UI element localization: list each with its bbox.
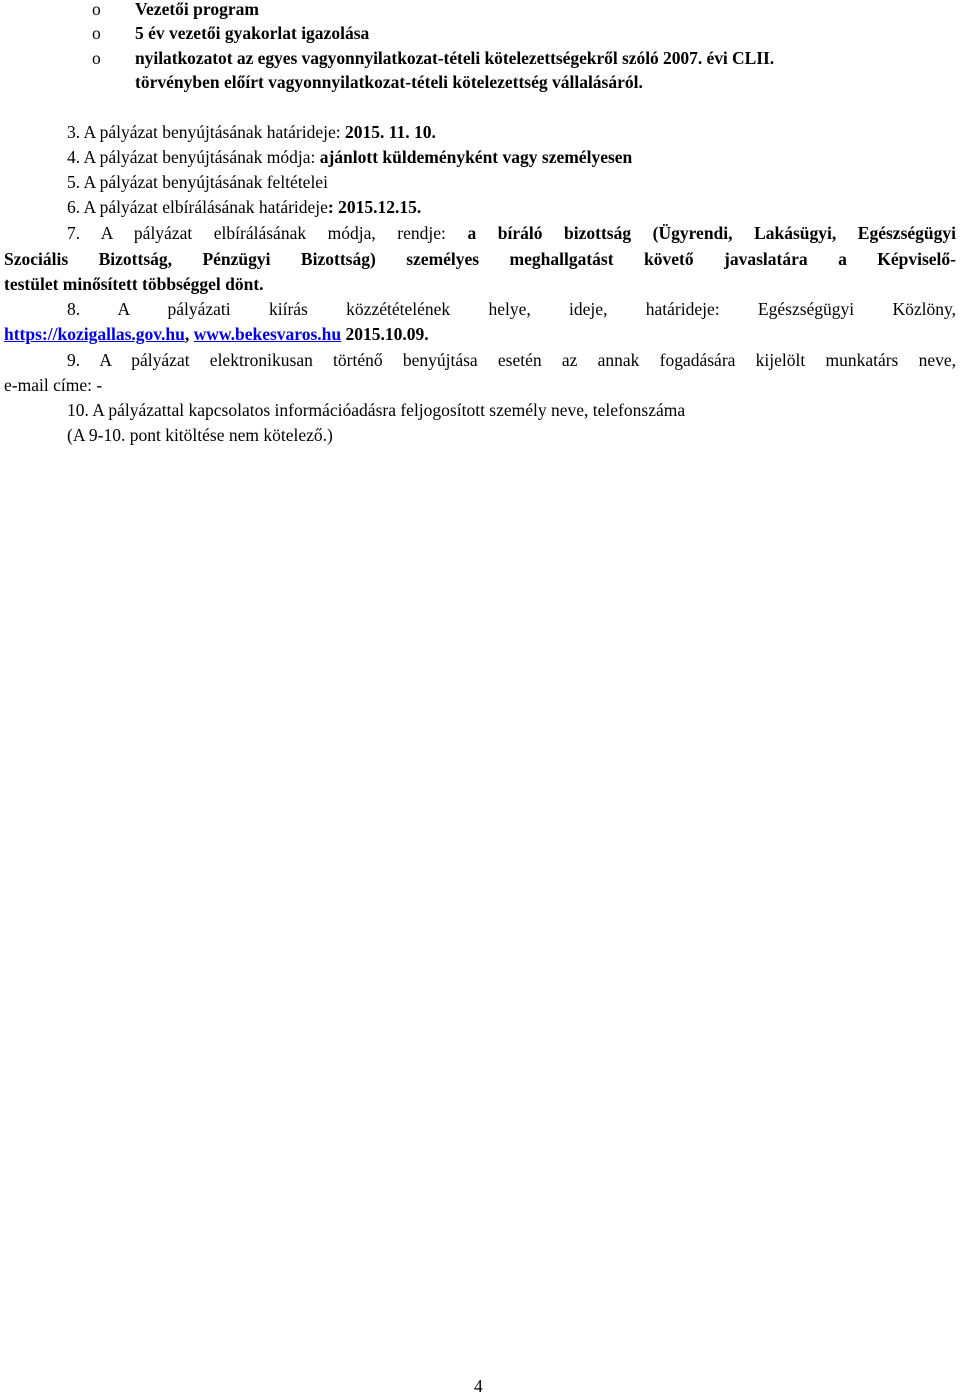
section-7-label: 7. A pályázat elbírálásának módja, rendje: [67, 223, 468, 243]
bullet-marker: o [92, 48, 101, 68]
section-6-evaluation-deadline [67, 195, 421, 219]
section-7-line-1 [67, 221, 956, 245]
section-8-date: 2015.10.09. [341, 324, 429, 344]
bekesvaros-link[interactable]: www.bekesvaros.hu [193, 324, 342, 344]
bullet-marker: o [92, 23, 101, 43]
bullet-item-vezetoi-program: Vezetői program [135, 0, 259, 19]
section-8-line-1: 8. A pályázati kiírás közzétételének helye, ideje, határideje: Egészségügyi Közlöny, [67, 299, 956, 319]
section-3-deadline [67, 120, 436, 144]
section-9-line-2: e-mail címe: - [4, 375, 103, 395]
section-8-separator: , [184, 324, 194, 344]
section-6-value: : 2015.12.15. [327, 197, 422, 217]
section-3-value: 2015. 11. 10. [344, 122, 436, 142]
section-4-value: ajánlott küldeményként vagy személyesen [319, 147, 633, 167]
bullet-marker: o [92, 0, 101, 19]
section-4-method [67, 145, 632, 169]
section-6-label: 6. A pályázat elbírálásának határideje [67, 197, 328, 217]
section-7-line-3: testület minősített többséggel dönt. [4, 274, 264, 294]
bullet-item-nyilatkozat: nyilatkozatot az egyes vagyonnyilatkozat-tételi kötelezettségekről szóló 2007. évi CLII. [135, 48, 775, 68]
section-8-line-2 [4, 322, 429, 347]
section-10-line-2: (A 9-10. pont kitöltése nem kötelező.) [67, 425, 333, 445]
bullet-item-continuation: törvényben előírt vagyonnyilatkozat-tételi kötelezettség vállalásáról. [135, 72, 643, 92]
page-number: 4 [474, 1376, 483, 1396]
section-7-line-2: Szociális Bizottság, Pénzügyi Bizottság) személyes meghallgatást követő javaslatára a Képviselő- [4, 249, 956, 269]
section-5-label: 5. A pályázat benyújtásának feltételei [67, 172, 328, 192]
section-5-conditions [67, 170, 328, 194]
section-4-label: 4. A pályázat benyújtásának módja: [67, 147, 320, 167]
section-7-value: a bíráló bizottság (Ügyrendi, Lakásügyi, Egészségügyi [467, 223, 956, 243]
section-10-line-1: 10. A pályázattal kapcsolatos információadásra feljogosított személy neve, telefonszáma [67, 400, 686, 420]
section-9-line-1: 9. A pályázat elektronikusan történő benyújtása esetén az annak fogadására kijelölt munkatárs neve, [67, 350, 956, 370]
kozigallas-link[interactable]: https://kozigallas.gov.hu [4, 324, 185, 344]
bullet-item-vezetoi-gyakorlat: 5 év vezetői gyakorlat igazolása [135, 23, 370, 43]
section-3-label: 3. A pályázat benyújtásának határideje: [67, 122, 345, 142]
